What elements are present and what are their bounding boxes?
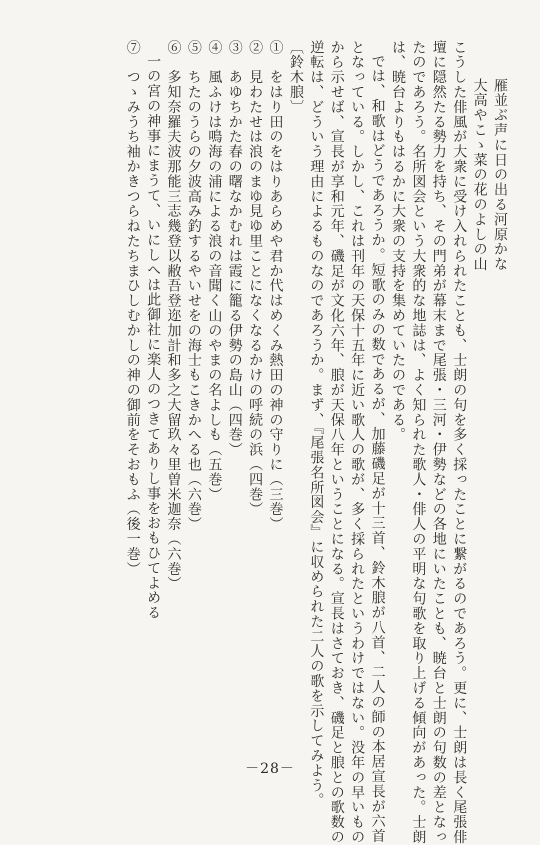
poem-preface-line: 一の宮の神事にまうて、いにしへは此御社に楽人のつきてありし事をおもひてよめる [145,54,162,621]
poem-line: ③ あゆちかた春の曙なかむれは霞に籠る伊勢の島山（四巻） [226,40,243,458]
paragraph-line: 壇に隠然たる勢力を持ち、その門弟が幕末まで尾張・三河・伊勢などの各地にいたことも、暁台と士朗の句数の差となっ [430,40,447,845]
page-number: －28－ [245,761,295,777]
poem-line: ④ 風ふけは鳴海の浦による浪の音聞く山のやまの名よしも（五巻） [206,40,223,502]
section-heading: 〔鈴木朖〕 [287,40,304,115]
paragraph-line: から示せば、宣長が享和元年、磯足が文化六年、朖が天保八年ということになる。宣長はさておき、磯足と朖との歌数の [328,40,345,845]
poem-line: ⑥ 多知奈羅夫波那能三志幾登以敝吾登迩加計和多之大留玖々里曽米迦奈（六巻） [165,40,182,592]
poem-line: ② 見わたせは浪のまゆ見ゆ里ことになくなるかけの呼続の浜（四巻） [247,40,264,517]
paragraph-line: となっている。しかし、これは刊年の天保十五年に近い歌人の歌が、多く採られたというわけではない。没年の早いもの [349,40,366,845]
paragraph-line: 逆転は、どういう理由によるものなのであろうか。まず、『尾張名所図会』に収められた二人の歌を示してみよう。 [308,40,325,808]
paragraph-line: こうした俳風が大衆に受け入れられたことも、士朗の句を多く採ったことに繋がるのであろう。更に、士朗は長く尾張俳 [451,40,468,845]
poem-line: ⑦ つゝみうち袖かきつらねたちまひしむかしの神の御前をそおもふ（後一巻） [124,40,141,577]
paragraph-line: たのであろう。名所図会という大衆的な地誌は、よく知られた歌人・俳人の平明な句歌を取り上げる傾向があった。士朗 [410,40,427,845]
paragraph-line: では、和歌はどうであろうか。短歌のみの数であるが、加藤磯足が十三首、鈴木朖が八首、二人の師の本居宣長が六首 [369,54,386,844]
paragraph-line: は、暁台よりもはるかに大衆の支持を集めていたのである。 [389,40,406,443]
poem-line: ① をはり田のをはりあらめや君か代はめくみ熱田の神の守りに（三巻） [267,40,284,532]
haiku-line: 雁並ぶ声に日の出る河原かな [492,78,508,272]
poem-line: ⑤ ちたのうらの夕波高み釣するやいせをの海士もこきかへる也（六巻） [185,40,202,532]
haiku-line: 大高やこゝ菜の花のよしの山 [471,78,488,272]
